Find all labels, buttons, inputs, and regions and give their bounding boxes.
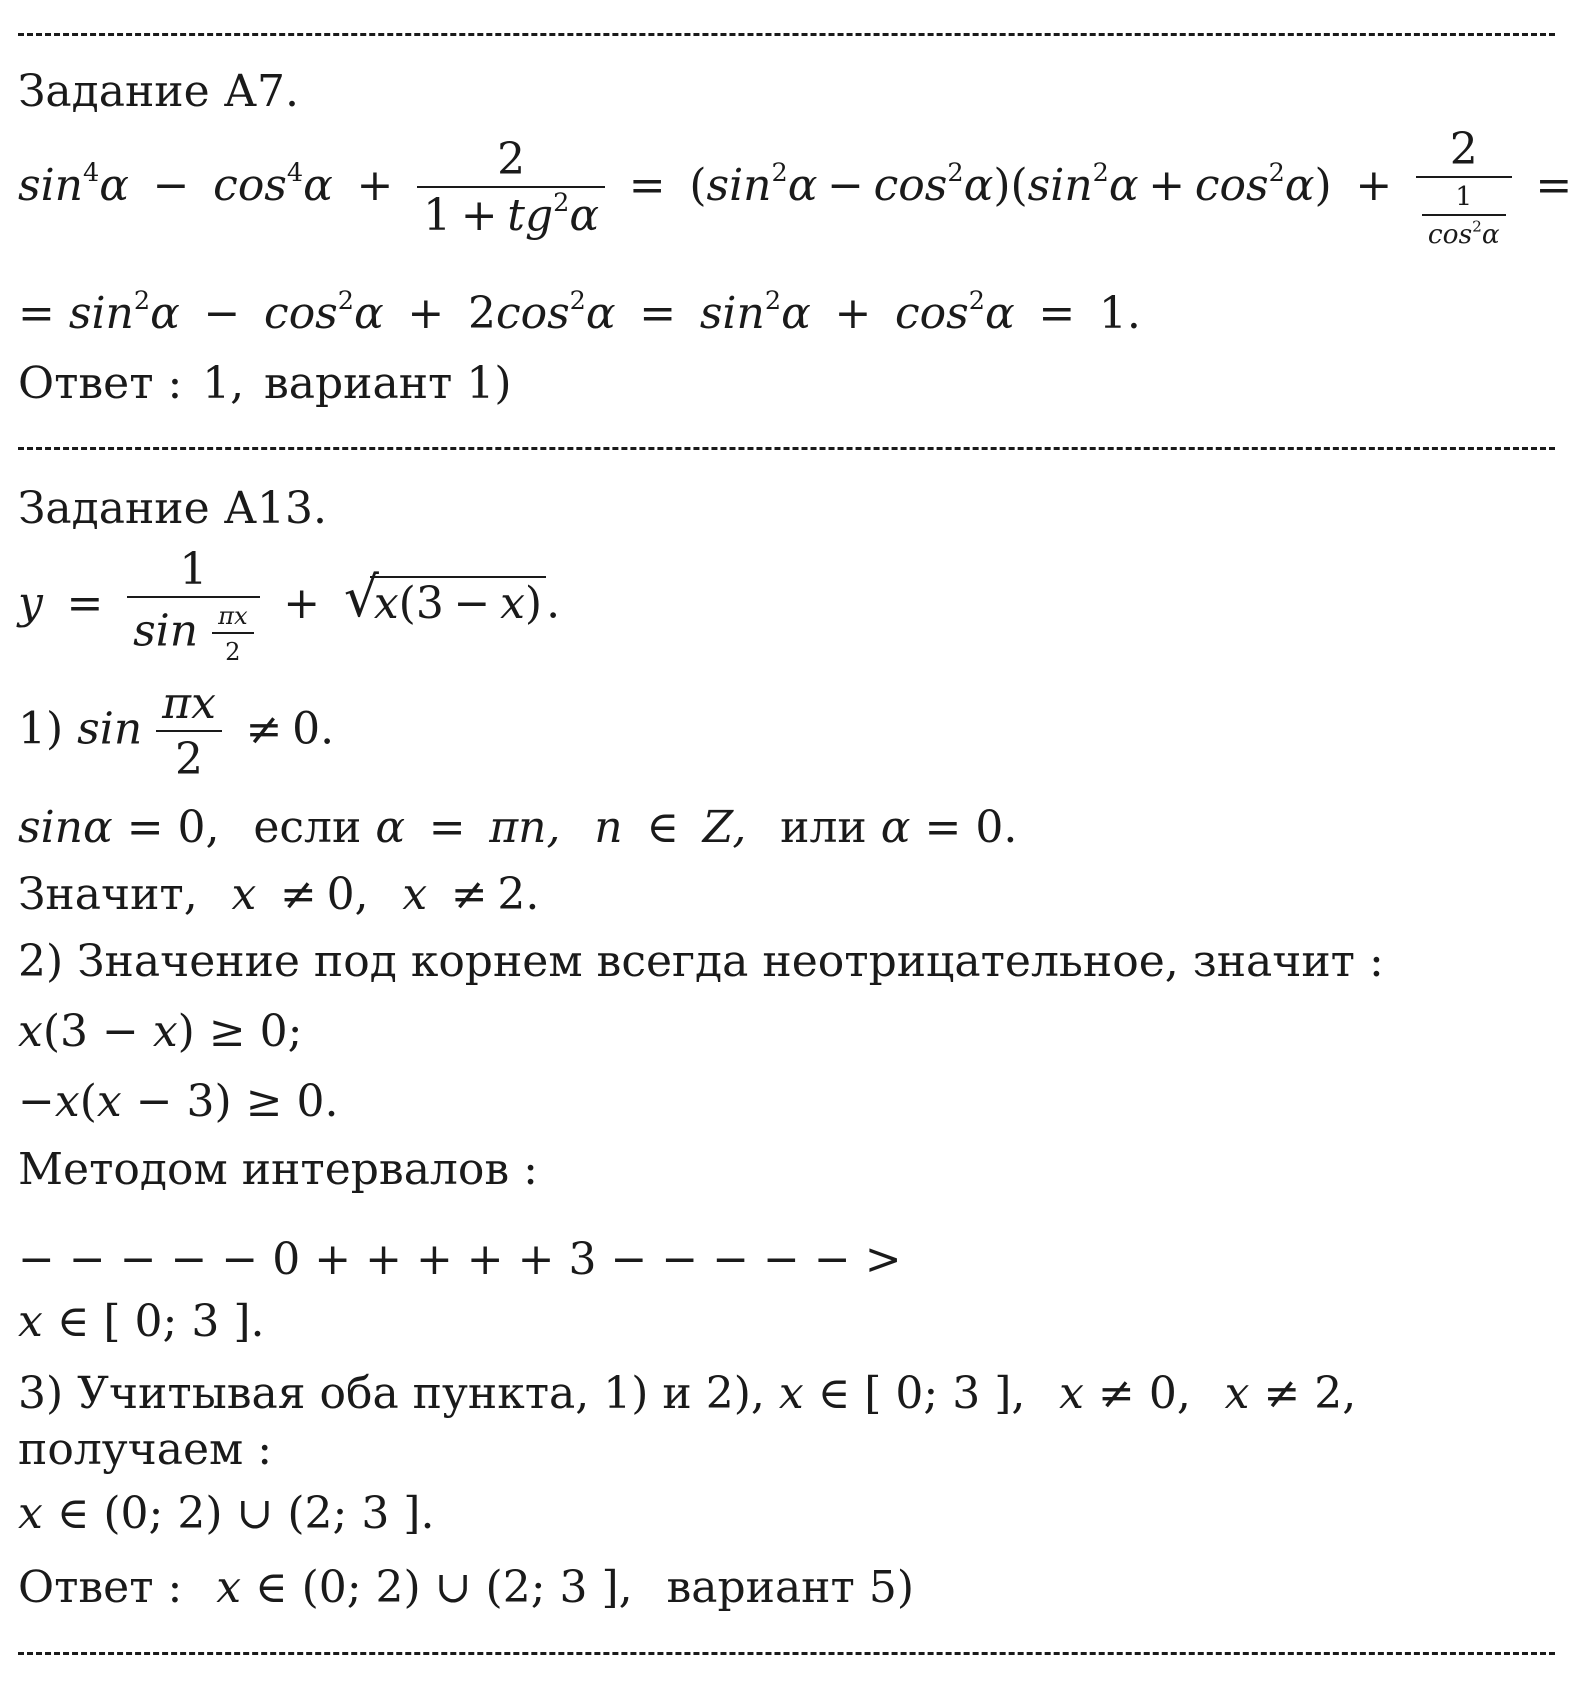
fraction-2-over-1-plus-tg2: $\frac{2}{1 + tg^2\alpha}$	[417, 138, 605, 238]
task-a13-step-3: 3) Учитывая оба пункта, 1) и 2), x ∈ [ 0; 3 ], x ≠ 0, x ≠ 2,	[18, 1368, 1357, 1419]
fraction-2-over-1-over-cos2: $\frac{2}{\frac{1}{\cos^2\alpha}}$	[1416, 128, 1512, 249]
task-a13-step-2: 2) Значение под корнем всегда неотрицательное, значит :	[18, 936, 1384, 987]
task-a13-sine-zero: sinα = 0, если α = πn, n ∈ Z, или α = 0.	[18, 802, 1018, 853]
task-a13-interval-method: Методом интервалов :	[18, 1144, 538, 1195]
fraction-1-over-sin: 1 sin $\frac{\pi x}{2}$	[127, 548, 260, 664]
task-a7-answer: Ответ : 1, вариант 1)	[18, 358, 512, 409]
task-a13-sign-chart: − − − − − 0 + + + + + 3 − − − − − >	[18, 1234, 902, 1285]
task-a7-title: Задание А7.	[18, 66, 299, 117]
task-a13-final-set: x ∈ (0; 2) ∪ (2; 3 ].	[18, 1488, 435, 1539]
task-a13-title: Задание А13.	[18, 483, 327, 534]
task-a7-equation-line-1: $\sin^4\alpha - \cos^4\alpha$ + $\frac{2}{1 + tg^2\alpha}$ = $(\sin^2\alpha - \cos^2\alpha)(\sin^2\alpha + \cos^2\alpha)$ + $\frac{2}{\frac{1}{\cos^2\alpha}}$ =	[18, 124, 1573, 251]
dashed-separator-top	[18, 33, 1555, 36]
task-a13-inequality-2: −x(x − 3) ≥ 0.	[18, 1076, 339, 1127]
task-a13-inequality-1: x(3 − x) ≥ 0;	[18, 1006, 303, 1057]
dashed-separator-bottom	[18, 1652, 1555, 1655]
task-a13-obtain: получаем :	[18, 1424, 273, 1475]
task-a13-therefore: Значит, x ≠ 0, x ≠ 2.	[18, 869, 540, 920]
task-a13-step-1: 1) sin $\frac{\pi x}{2}$ ≠ 0.	[18, 678, 335, 785]
task-a13-answer: Ответ : x ∈ (0; 2) ∪ (2; 3 ], вариант 5)	[18, 1562, 914, 1613]
task-a13-interval-result: x ∈ [ 0; 3 ].	[18, 1296, 265, 1347]
task-a7-equation-line-2: = $\sin^2\alpha - \cos^2\alpha + 2\cos^2\alpha = \sin^2\alpha + \cos^2\alpha = 1$.	[18, 285, 1141, 339]
task-a13-function: y = 1 sin $\frac{\pi x}{2}$ + √ x(3 − x).	[18, 544, 561, 667]
dashed-separator-middle	[18, 447, 1555, 450]
square-root: √ x(3 − x)	[344, 576, 546, 626]
